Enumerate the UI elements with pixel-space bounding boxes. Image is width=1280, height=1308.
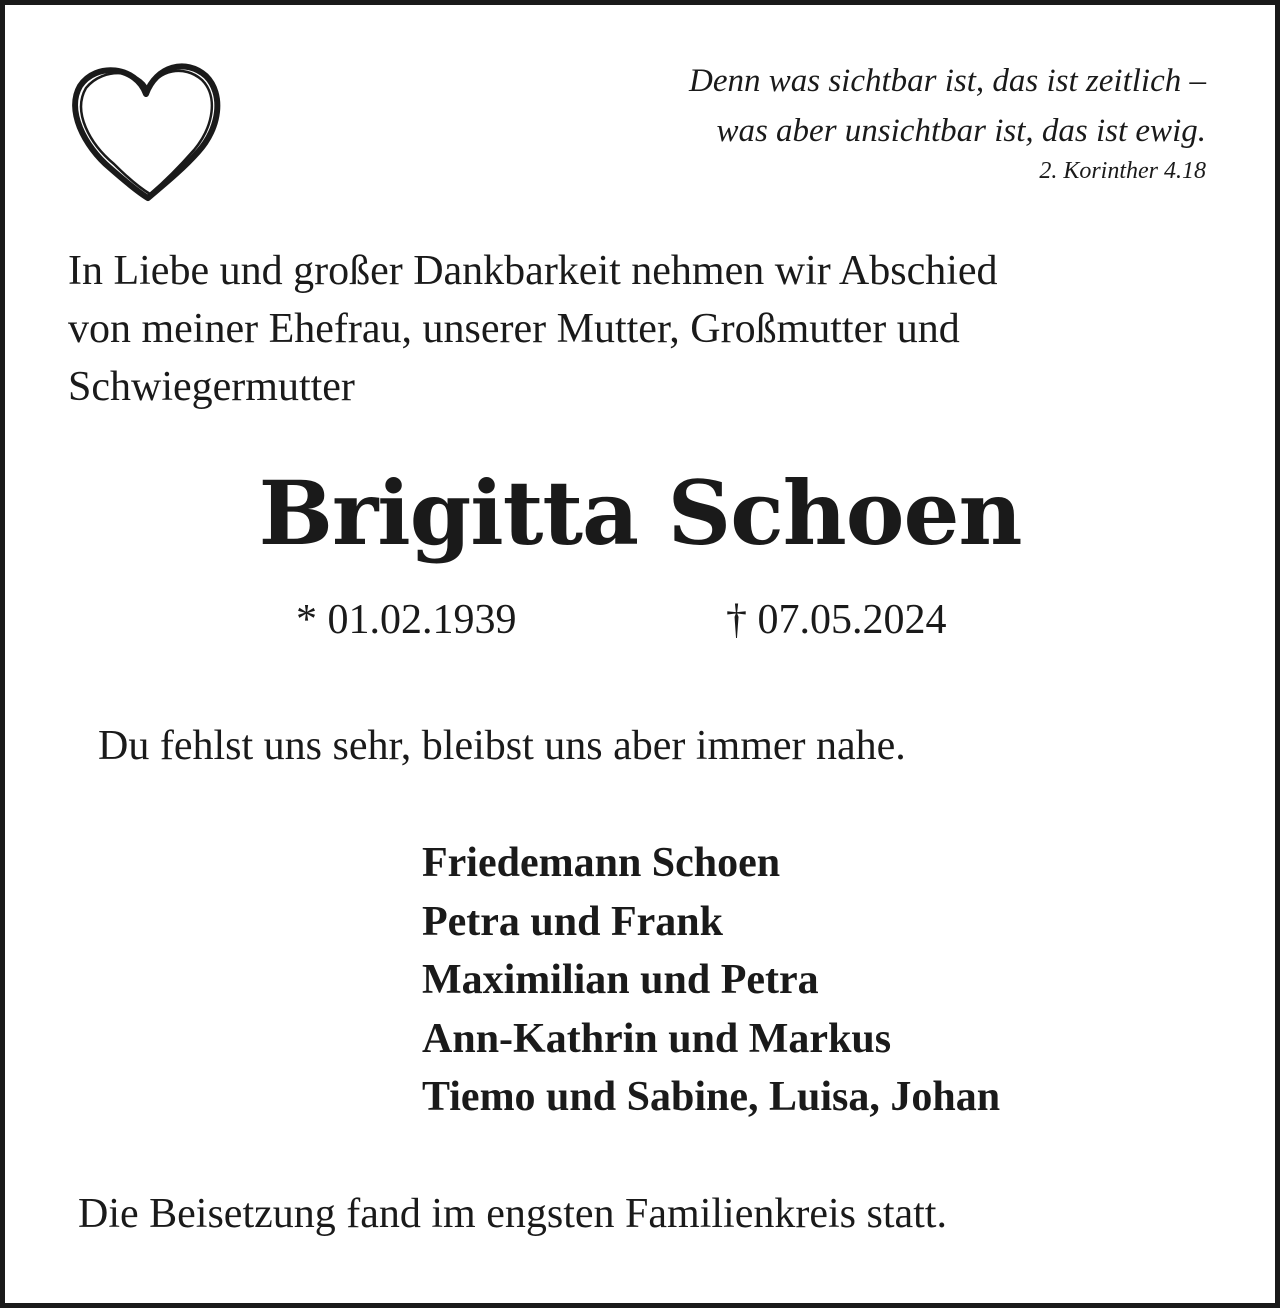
bible-quote bbox=[566, 56, 1206, 186]
memorial-saying: Du fehlst uns sehr, bleibst uns aber immer nahe. bbox=[98, 723, 906, 769]
intro-line-2: von meiner Ehefrau, unserer Mutter, Großmutter und bbox=[68, 306, 960, 352]
family-member: Tiemo und Sabine, Luisa, Johan bbox=[422, 1074, 1001, 1120]
heart-icon bbox=[70, 60, 222, 202]
family-list bbox=[422, 834, 1000, 1127]
quote-reference: 2. Korinther 4.18 bbox=[1039, 158, 1206, 184]
birth-date: * 01.02.1939 bbox=[296, 597, 517, 643]
intro-text bbox=[68, 242, 1188, 416]
family-member: Friedemann Schoen bbox=[422, 840, 781, 886]
intro-line-1: In Liebe und großer Dankbarkeit nehmen wir Abschied bbox=[68, 248, 998, 294]
death-date: † 07.05.2024 bbox=[726, 597, 947, 643]
family-member: Maximilian und Petra bbox=[422, 957, 819, 1003]
deceased-name: Brigitta Schoen bbox=[258, 461, 1022, 565]
family-member: Ann-Kathrin und Markus bbox=[422, 1015, 892, 1062]
quote-line-2: was aber unsichtbar ist, das ist ewig. bbox=[716, 113, 1206, 149]
family-member: Petra und Frank bbox=[422, 898, 724, 945]
quote-line-1: Denn was sichtbar ist, das ist zeitlich – bbox=[688, 63, 1206, 99]
closing-note: Die Beisetzung fand im engsten Familienkreis statt. bbox=[78, 1191, 947, 1237]
intro-line-3: Schwiegermutter bbox=[68, 364, 355, 410]
